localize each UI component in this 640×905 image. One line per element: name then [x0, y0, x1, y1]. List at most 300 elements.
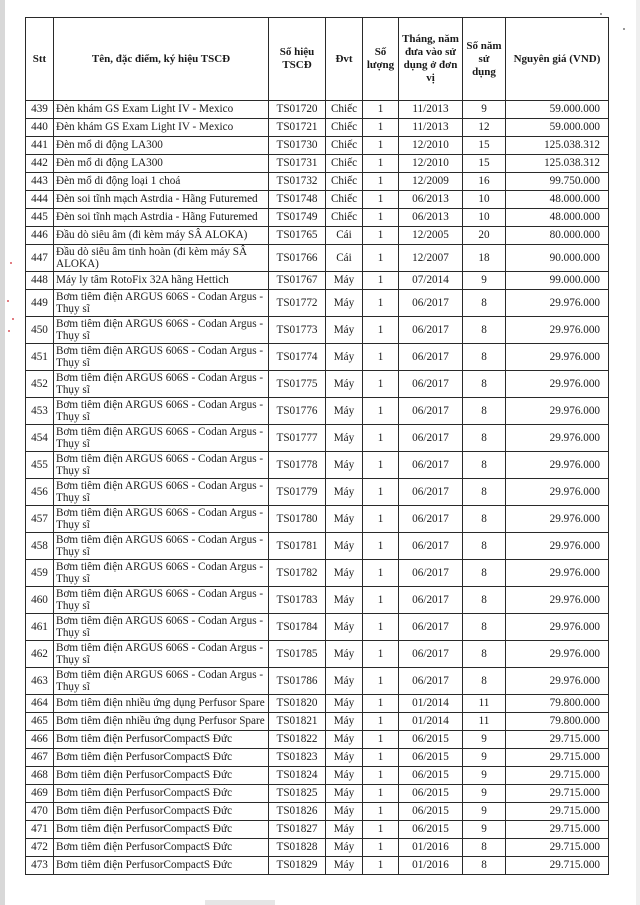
row-stt: 464 [26, 695, 54, 713]
scan-speck [7, 300, 9, 302]
row-date: 11/2013 [399, 119, 463, 137]
row-stt: 467 [26, 749, 54, 767]
scan-dot [600, 13, 602, 15]
row-stt: 471 [26, 821, 54, 839]
row-qty: 1 [363, 749, 399, 767]
row-stt: 453 [26, 398, 54, 425]
row-date: 06/2017 [399, 317, 463, 344]
row-qty: 1 [363, 272, 399, 290]
header-code: Số hiệu TSCĐ [269, 18, 326, 101]
row-name: Đèn khám GS Exam Light IV - Mexico [54, 101, 269, 119]
row-unit: Máy [326, 785, 363, 803]
row-code: TS01822 [269, 731, 326, 749]
row-stt: 446 [26, 227, 54, 245]
header-qty: Số lượng [363, 18, 399, 101]
row-qty: 1 [363, 344, 399, 371]
row-qty: 1 [363, 614, 399, 641]
row-unit: Máy [326, 614, 363, 641]
row-name: Bơm tiêm điện ARGUS 606S - Codan Argus - Thụy sĩ [54, 479, 269, 506]
row-years: 9 [463, 731, 506, 749]
row-stt: 442 [26, 155, 54, 173]
row-name: Đèn mổ di động loại 1 choá [54, 173, 269, 191]
row-code: TS01721 [269, 119, 326, 137]
row-unit: Máy [326, 290, 363, 317]
row-cost: 29.976.000 [506, 290, 609, 317]
row-cost: 29.976.000 [506, 452, 609, 479]
row-name: Bơm tiêm điện PerfusorCompactS Đức [54, 731, 269, 749]
row-unit: Máy [326, 767, 363, 785]
row-years: 15 [463, 155, 506, 173]
row-years: 9 [463, 272, 506, 290]
row-unit: Máy [326, 839, 363, 857]
row-qty: 1 [363, 731, 399, 749]
row-unit: Máy [326, 857, 363, 875]
row-qty: 1 [363, 191, 399, 209]
row-name: Đèn khám GS Exam Light IV - Mexico [54, 119, 269, 137]
row-date: 01/2016 [399, 839, 463, 857]
row-cost: 29.976.000 [506, 425, 609, 452]
row-cost: 79.800.000 [506, 695, 609, 713]
row-code: TS01748 [269, 191, 326, 209]
row-qty: 1 [363, 227, 399, 245]
table-row [26, 317, 609, 344]
row-code: TS01781 [269, 533, 326, 560]
row-name: Bơm tiêm điện PerfusorCompactS Đức [54, 749, 269, 767]
row-name: Bơm tiêm điện ARGUS 606S - Codan Argus - Thụy sĩ [54, 506, 269, 533]
row-cost: 29.976.000 [506, 479, 609, 506]
row-stt: 449 [26, 290, 54, 317]
row-unit: Chiếc [326, 209, 363, 227]
row-stt: 452 [26, 371, 54, 398]
row-date: 06/2017 [399, 371, 463, 398]
row-name: Bơm tiêm điện ARGUS 606S - Codan Argus - Thụy sĩ [54, 560, 269, 587]
row-qty: 1 [363, 857, 399, 875]
row-qty: 1 [363, 137, 399, 155]
row-unit: Máy [326, 821, 363, 839]
row-years: 8 [463, 533, 506, 560]
row-stt: 441 [26, 137, 54, 155]
row-unit: Chiếc [326, 119, 363, 137]
row-qty: 1 [363, 767, 399, 785]
row-date: 12/2009 [399, 173, 463, 191]
row-date: 12/2005 [399, 227, 463, 245]
row-cost: 99.750.000 [506, 173, 609, 191]
row-stt: 469 [26, 785, 54, 803]
row-stt: 462 [26, 641, 54, 668]
row-cost: 48.000.000 [506, 191, 609, 209]
row-code: TS01780 [269, 506, 326, 533]
row-unit: Máy [326, 317, 363, 344]
row-code: TS01772 [269, 290, 326, 317]
table-row [26, 587, 609, 614]
row-stt: 456 [26, 479, 54, 506]
scan-speck [12, 318, 14, 320]
row-date: 06/2017 [399, 614, 463, 641]
row-name: Bơm tiêm điện ARGUS 606S - Codan Argus - Thụy sĩ [54, 668, 269, 695]
row-years: 9 [463, 101, 506, 119]
row-years: 8 [463, 857, 506, 875]
row-unit: Máy [326, 344, 363, 371]
table-row [26, 560, 609, 587]
row-cost: 59.000.000 [506, 101, 609, 119]
row-code: TS01786 [269, 668, 326, 695]
row-qty: 1 [363, 713, 399, 731]
row-name: Bơm tiêm điện ARGUS 606S - Codan Argus - Thụy sĩ [54, 344, 269, 371]
row-unit: Máy [326, 452, 363, 479]
table-header-row [26, 18, 609, 101]
row-stt: 460 [26, 587, 54, 614]
row-qty: 1 [363, 506, 399, 533]
table-row [26, 344, 609, 371]
table-row [26, 119, 609, 137]
row-name: Bơm tiêm điện PerfusorCompactS Đức [54, 839, 269, 857]
row-name: Đèn mổ di động LA300 [54, 137, 269, 155]
row-date: 01/2014 [399, 713, 463, 731]
row-unit: Máy [326, 425, 363, 452]
header-years: Số năm sử dụng [463, 18, 506, 101]
row-stt: 461 [26, 614, 54, 641]
row-qty: 1 [363, 209, 399, 227]
table-row [26, 173, 609, 191]
table-row [26, 155, 609, 173]
row-date: 11/2013 [399, 101, 463, 119]
row-unit: Máy [326, 398, 363, 425]
table-row [26, 821, 609, 839]
row-qty: 1 [363, 668, 399, 695]
row-code: TS01782 [269, 560, 326, 587]
row-name: Bơm tiêm điện ARGUS 606S - Codan Argus - Thụy sĩ [54, 398, 269, 425]
row-years: 8 [463, 839, 506, 857]
row-name: Đầu dò siêu âm tinh hoàn (đi kèm máy SÂ ALOKA) [54, 245, 269, 272]
row-code: TS01766 [269, 245, 326, 272]
table-row [26, 479, 609, 506]
row-date: 12/2007 [399, 245, 463, 272]
table-row [26, 767, 609, 785]
row-name: Bơm tiêm điện ARGUS 606S - Codan Argus - Thụy sĩ [54, 587, 269, 614]
row-cost: 79.800.000 [506, 713, 609, 731]
scan-dot [623, 28, 625, 30]
row-date: 06/2015 [399, 785, 463, 803]
row-name: Bơm tiêm điện ARGUS 606S - Codan Argus - Thụy sĩ [54, 614, 269, 641]
row-name: Bơm tiêm điện PerfusorCompactS Đức [54, 821, 269, 839]
row-unit: Cái [326, 245, 363, 272]
row-date: 12/2010 [399, 137, 463, 155]
row-code: TS01730 [269, 137, 326, 155]
table-row [26, 533, 609, 560]
row-code: TS01779 [269, 479, 326, 506]
row-years: 8 [463, 344, 506, 371]
row-date: 06/2017 [399, 452, 463, 479]
row-name: Đầu dò siêu âm (đi kèm máy SÂ ALOKA) [54, 227, 269, 245]
row-cost: 29.715.000 [506, 821, 609, 839]
row-unit: Máy [326, 560, 363, 587]
row-date: 06/2017 [399, 425, 463, 452]
row-qty: 1 [363, 173, 399, 191]
row-date: 06/2017 [399, 398, 463, 425]
table-body [26, 101, 609, 875]
row-date: 06/2017 [399, 560, 463, 587]
row-qty: 1 [363, 371, 399, 398]
header-unit: Đvt [326, 18, 363, 101]
row-unit: Chiếc [326, 101, 363, 119]
row-cost: 29.715.000 [506, 839, 609, 857]
row-years: 8 [463, 452, 506, 479]
row-unit: Chiếc [326, 191, 363, 209]
table-row [26, 785, 609, 803]
row-cost: 125.038.312 [506, 155, 609, 173]
row-stt: 447 [26, 245, 54, 272]
row-qty: 1 [363, 245, 399, 272]
row-years: 8 [463, 398, 506, 425]
row-cost: 29.976.000 [506, 506, 609, 533]
row-years: 8 [463, 317, 506, 344]
row-date: 06/2017 [399, 587, 463, 614]
row-date: 06/2013 [399, 191, 463, 209]
row-cost: 29.976.000 [506, 641, 609, 668]
table-row [26, 227, 609, 245]
table-row [26, 398, 609, 425]
row-name: Bơm tiêm điện ARGUS 606S - Codan Argus - Thụy sĩ [54, 452, 269, 479]
header-cost: Nguyên giá (VND) [506, 18, 609, 101]
table-row [26, 101, 609, 119]
row-unit: Máy [326, 479, 363, 506]
row-code: TS01783 [269, 587, 326, 614]
row-name: Bơm tiêm điện ARGUS 606S - Codan Argus - Thụy sĩ [54, 533, 269, 560]
row-qty: 1 [363, 533, 399, 560]
table-row [26, 839, 609, 857]
scan-speck [10, 262, 12, 264]
row-unit: Cái [326, 227, 363, 245]
row-code: TS01776 [269, 398, 326, 425]
row-name: Bơm tiêm điện nhiều ứng dụng Perfusor Spare [54, 695, 269, 713]
row-stt: 443 [26, 173, 54, 191]
row-stt: 472 [26, 839, 54, 857]
header-date: Tháng, năm đưa vào sử dụng ở đơn vị [399, 18, 463, 101]
scan-left-edge [0, 0, 5, 905]
row-date: 06/2017 [399, 344, 463, 371]
row-qty: 1 [363, 452, 399, 479]
row-cost: 48.000.000 [506, 209, 609, 227]
row-code: TS01821 [269, 713, 326, 731]
row-cost: 29.715.000 [506, 731, 609, 749]
row-name: Bơm tiêm điện PerfusorCompactS Đức [54, 857, 269, 875]
row-date: 06/2015 [399, 821, 463, 839]
row-stt: 465 [26, 713, 54, 731]
row-name: Bơm tiêm điện ARGUS 606S - Codan Argus - Thụy sĩ [54, 641, 269, 668]
row-name: Máy ly tâm RotoFix 32A hãng Hettich [54, 272, 269, 290]
row-unit: Máy [326, 749, 363, 767]
row-name: Bơm tiêm điện PerfusorCompactS Đức [54, 803, 269, 821]
row-qty: 1 [363, 785, 399, 803]
row-code: TS01824 [269, 767, 326, 785]
row-years: 9 [463, 821, 506, 839]
row-unit: Máy [326, 587, 363, 614]
row-code: TS01774 [269, 344, 326, 371]
row-qty: 1 [363, 398, 399, 425]
row-cost: 125.038.312 [506, 137, 609, 155]
header-name: Tên, đặc điểm, ký hiệu TSCĐ [54, 18, 269, 101]
table-row [26, 191, 609, 209]
row-stt: 466 [26, 731, 54, 749]
table-row [26, 506, 609, 533]
row-code: TS01825 [269, 785, 326, 803]
row-years: 9 [463, 767, 506, 785]
row-code: TS01773 [269, 317, 326, 344]
row-date: 06/2017 [399, 668, 463, 695]
table-row [26, 452, 609, 479]
row-years: 8 [463, 641, 506, 668]
row-stt: 450 [26, 317, 54, 344]
table-row [26, 371, 609, 398]
table-row [26, 290, 609, 317]
row-unit: Máy [326, 272, 363, 290]
row-date: 06/2015 [399, 731, 463, 749]
row-unit: Chiếc [326, 173, 363, 191]
row-stt: 440 [26, 119, 54, 137]
table-row [26, 731, 609, 749]
row-date: 07/2014 [399, 272, 463, 290]
row-years: 16 [463, 173, 506, 191]
row-cost: 29.976.000 [506, 533, 609, 560]
row-stt: 459 [26, 560, 54, 587]
row-qty: 1 [363, 317, 399, 344]
row-qty: 1 [363, 821, 399, 839]
table-row [26, 803, 609, 821]
row-date: 06/2015 [399, 803, 463, 821]
row-qty: 1 [363, 587, 399, 614]
row-code: TS01820 [269, 695, 326, 713]
row-date: 06/2017 [399, 533, 463, 560]
row-name: Đèn soi tĩnh mạch Astrdia - Hãng Futuremed [54, 209, 269, 227]
row-years: 8 [463, 587, 506, 614]
row-stt: 454 [26, 425, 54, 452]
row-unit: Máy [326, 506, 363, 533]
row-qty: 1 [363, 119, 399, 137]
row-cost: 29.976.000 [506, 587, 609, 614]
row-qty: 1 [363, 101, 399, 119]
row-years: 20 [463, 227, 506, 245]
row-stt: 451 [26, 344, 54, 371]
row-cost: 99.000.000 [506, 272, 609, 290]
row-years: 12 [463, 119, 506, 137]
row-stt: 444 [26, 191, 54, 209]
row-stt: 458 [26, 533, 54, 560]
row-years: 11 [463, 695, 506, 713]
row-years: 15 [463, 137, 506, 155]
row-code: TS01827 [269, 821, 326, 839]
row-code: TS01775 [269, 371, 326, 398]
row-qty: 1 [363, 155, 399, 173]
scan-right-edge [636, 0, 640, 905]
row-code: TS01778 [269, 452, 326, 479]
row-unit: Máy [326, 803, 363, 821]
row-date: 06/2017 [399, 479, 463, 506]
row-cost: 29.976.000 [506, 371, 609, 398]
row-years: 10 [463, 209, 506, 227]
header-stt: Stt [26, 18, 54, 101]
row-code: TS01785 [269, 641, 326, 668]
row-date: 01/2014 [399, 695, 463, 713]
table-row [26, 425, 609, 452]
row-cost: 29.976.000 [506, 560, 609, 587]
table-row [26, 614, 609, 641]
row-code: TS01777 [269, 425, 326, 452]
row-qty: 1 [363, 641, 399, 668]
row-stt: 439 [26, 101, 54, 119]
row-unit: Máy [326, 713, 363, 731]
row-unit: Máy [326, 668, 363, 695]
row-date: 06/2013 [399, 209, 463, 227]
table-row [26, 695, 609, 713]
row-years: 9 [463, 803, 506, 821]
table-row [26, 641, 609, 668]
row-date: 06/2015 [399, 767, 463, 785]
row-unit: Máy [326, 695, 363, 713]
row-unit: Chiếc [326, 137, 363, 155]
row-cost: 29.715.000 [506, 749, 609, 767]
row-years: 10 [463, 191, 506, 209]
row-code: TS01720 [269, 101, 326, 119]
row-qty: 1 [363, 560, 399, 587]
row-stt: 457 [26, 506, 54, 533]
row-name: Bơm tiêm điện ARGUS 606S - Codan Argus - Thụy sĩ [54, 425, 269, 452]
row-date: 12/2010 [399, 155, 463, 173]
row-years: 8 [463, 479, 506, 506]
row-name: Đèn soi tĩnh mạch Astrdia - Hãng Futuremed [54, 191, 269, 209]
row-unit: Máy [326, 371, 363, 398]
row-years: 8 [463, 371, 506, 398]
row-cost: 29.715.000 [506, 803, 609, 821]
row-code: TS01732 [269, 173, 326, 191]
row-years: 9 [463, 749, 506, 767]
row-cost: 29.976.000 [506, 398, 609, 425]
row-years: 18 [463, 245, 506, 272]
row-years: 8 [463, 290, 506, 317]
row-cost: 59.000.000 [506, 119, 609, 137]
row-qty: 1 [363, 839, 399, 857]
row-cost: 80.000.000 [506, 227, 609, 245]
row-stt: 463 [26, 668, 54, 695]
row-code: TS01828 [269, 839, 326, 857]
row-cost: 90.000.000 [506, 245, 609, 272]
row-qty: 1 [363, 479, 399, 506]
scan-bottom-mark [205, 900, 275, 905]
row-code: TS01784 [269, 614, 326, 641]
row-years: 9 [463, 785, 506, 803]
row-code: TS01823 [269, 749, 326, 767]
asset-table [25, 17, 609, 875]
row-qty: 1 [363, 695, 399, 713]
row-name: Bơm tiêm điện PerfusorCompactS Đức [54, 785, 269, 803]
row-years: 8 [463, 560, 506, 587]
row-code: TS01749 [269, 209, 326, 227]
row-cost: 29.715.000 [506, 767, 609, 785]
row-cost: 29.976.000 [506, 344, 609, 371]
row-cost: 29.715.000 [506, 857, 609, 875]
row-years: 8 [463, 668, 506, 695]
row-stt: 445 [26, 209, 54, 227]
row-stt: 455 [26, 452, 54, 479]
row-stt: 448 [26, 272, 54, 290]
row-qty: 1 [363, 803, 399, 821]
row-unit: Máy [326, 641, 363, 668]
table-row [26, 857, 609, 875]
table-row [26, 137, 609, 155]
row-code: TS01767 [269, 272, 326, 290]
row-qty: 1 [363, 425, 399, 452]
row-code: TS01826 [269, 803, 326, 821]
row-unit: Chiếc [326, 155, 363, 173]
